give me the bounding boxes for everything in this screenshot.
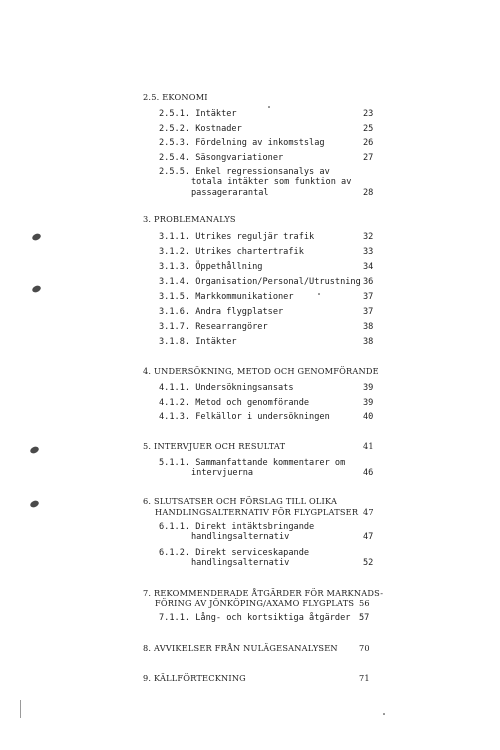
- toc-page-number: 38: [363, 322, 374, 332]
- toc-label: 3.1.3. Öppethållning: [159, 262, 263, 272]
- toc-label: 3.1.4. Organisation/Personal/Utrustning: [159, 277, 361, 287]
- toc-label: handlingsalternativ: [191, 532, 290, 542]
- toc-page-number: 27: [363, 153, 374, 163]
- toc-page-number: 25: [363, 124, 374, 134]
- dust-speck: [383, 713, 385, 715]
- toc-label: handlingsalternativ: [191, 558, 290, 568]
- toc-page-number: 47: [363, 507, 374, 517]
- dust-speck: [268, 106, 270, 108]
- toc-label: 3.1.2. Utrikes chartertrafik: [159, 247, 304, 257]
- toc-page-number: 41: [363, 441, 374, 451]
- toc-label: 3.1.7. Researrangörer: [159, 322, 268, 332]
- toc-label: totala intäkter som funktion av: [191, 177, 352, 187]
- toc-page-number: 38: [363, 337, 374, 347]
- toc-page-number: 71: [359, 673, 370, 683]
- toc-label: intervjuerna: [191, 468, 254, 478]
- toc-label: 2.5. EKONOMI: [143, 92, 208, 102]
- toc-label: 7.1.1. Lång- och kortsiktiga åtgärder: [159, 613, 351, 623]
- toc-page-number: 46: [363, 468, 374, 478]
- toc-label: 3. PROBLEMANALYS: [143, 214, 236, 224]
- dust-speck: [318, 293, 320, 295]
- toc-page-number: 57: [359, 613, 370, 623]
- toc-label: 3.1.8. Intäkter: [159, 337, 237, 347]
- punch-hole-mark: [29, 445, 40, 454]
- toc-page-number: 47: [363, 532, 374, 542]
- toc-label: 2.5.4. Säsongvariationer: [159, 153, 284, 163]
- toc-label: 4. UNDERSÖKNING, METOD OCH GENOMFÖRANDE: [143, 366, 379, 376]
- toc-page-number: 37: [363, 307, 374, 317]
- toc-label: 2.5.3. Fördelning av inkomstslag: [159, 138, 325, 148]
- toc-page-number: 39: [363, 383, 374, 393]
- toc-page-number: 32: [363, 232, 374, 242]
- toc-label: 2.5.1. Intäkter: [159, 109, 237, 119]
- toc-label: 4.1.1. Undersökningsansats: [159, 383, 294, 393]
- toc-label: 2.5.5. Enkel regressionsanalys av: [159, 167, 330, 177]
- toc-label: 3.1.5. Markkommunikationer: [159, 292, 294, 302]
- toc-page-number: 56: [359, 598, 370, 608]
- toc-page-number: 70: [359, 643, 370, 653]
- toc-label: HANDLINGSALTERNATIV FÖR FLYGPLATSER: [155, 507, 359, 517]
- toc-page-number: 40: [363, 412, 374, 422]
- toc-page-number: 28: [363, 188, 374, 198]
- toc-page-number: 23: [363, 109, 374, 119]
- toc-label: 8. AVVIKELSER FRÅN NULÄGESANALYSEN: [143, 643, 338, 653]
- toc-label: FÖRING AV JÖNKÖPING/AXAMO FLYGPLATS: [155, 598, 355, 608]
- toc-label: 2.5.2. Kostnader: [159, 124, 242, 134]
- punch-hole-mark: [31, 232, 42, 241]
- toc-label: 6.1.1. Direkt intäktsbringande: [159, 522, 315, 532]
- toc-page-number: 36: [363, 277, 374, 287]
- toc-label: 6.1.2. Direkt serviceskapande: [159, 548, 310, 558]
- toc-page-number: 39: [363, 398, 374, 408]
- scan-edge-line: [20, 700, 21, 718]
- toc-label: 9. KÄLLFÖRTECKNING: [143, 673, 246, 683]
- toc-label: 3.1.6. Andra flygplatser: [159, 307, 284, 317]
- toc-page-number: 37: [363, 292, 374, 302]
- toc-label: 4.1.3. Felkällor i undersökningen: [159, 412, 330, 422]
- toc-label: 5.1.1. Sammanfattande kommentarer om: [159, 458, 346, 468]
- toc-label: 3.1.1. Utrikes reguljär trafik: [159, 232, 315, 242]
- toc-page-number: 52: [363, 558, 374, 568]
- toc-label: passagerarantal: [191, 188, 269, 198]
- toc-label: 4.1.2. Metod och genomförande: [159, 398, 310, 408]
- toc-label: 6. SLUTSATSER OCH FÖRSLAG TILL OLIKA: [143, 496, 338, 506]
- punch-hole-mark: [31, 284, 42, 293]
- toc-label: 7. REKOMMENDERADE ÅTGÄRDER FÖR MARKNADS-: [143, 588, 384, 598]
- toc-label: 5. INTERVJUER OCH RESULTAT: [143, 441, 286, 451]
- toc-page-number: 26: [363, 138, 374, 148]
- toc-page-number: 34: [363, 262, 374, 272]
- toc-page-number: 33: [363, 247, 374, 257]
- punch-hole-mark: [29, 499, 40, 508]
